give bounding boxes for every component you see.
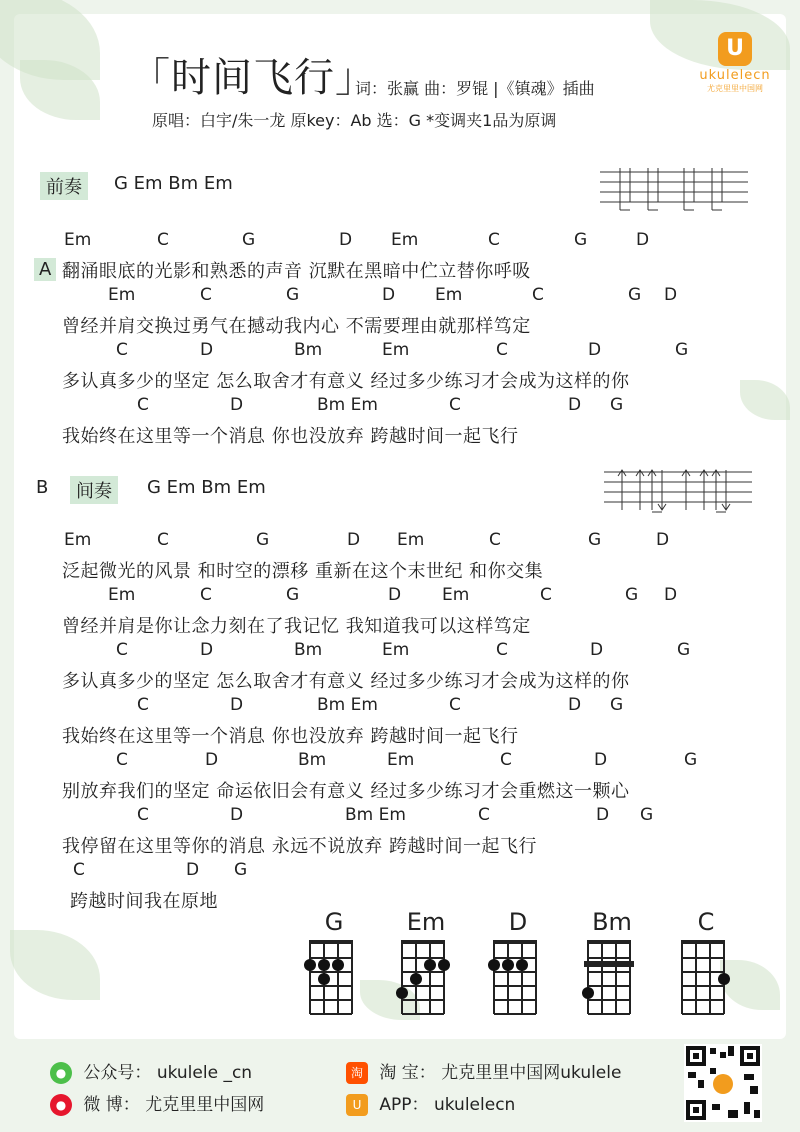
chord-label: G [286,285,300,305]
chord-diagram-name: D [508,908,528,936]
fretboard [582,936,642,1016]
original-info: 原唱：白宇/朱一龙 原key：Ab 选：G *变调夹1品为原调 [152,111,557,130]
prelude-tag: 前奏 [40,172,88,200]
wechat-icon: ● [50,1062,72,1084]
chord-label: Em [435,285,463,305]
finger-dot [318,959,330,971]
taobao-info [346,1058,621,1084]
chord-diagram-em [396,908,456,1020]
chord-label: D [656,530,670,550]
lyric-line: 我始终在这里等一个消息 你也没放弃 跨越时间一起飞行 [62,426,519,447]
weibo-value: 尤克里里中国网 [145,1095,265,1115]
chord-label: G [574,230,588,250]
section-b-tag: B [36,477,49,498]
fretboard [676,936,736,1016]
chord-label: G [684,750,698,770]
chord-label: Em [391,230,419,250]
lyric-line: 多认真多少的坚定 怎么取舍才有意义 经过多少练习才会成为这样的你 [62,371,630,392]
app-info [346,1090,515,1116]
app-value: ukulelecn [433,1095,516,1115]
chord-label: G [677,640,691,660]
chord-diagram-g [304,908,364,1020]
finger-dot [718,973,730,985]
chord-label: G [610,695,624,715]
taobao-value: 尤克里里中国网ukulele [441,1063,622,1083]
chord-label: D [636,230,650,250]
chord-label: D [664,585,678,605]
chord-label: C [449,695,461,715]
chord-label: D [200,640,214,660]
chord-label: G [242,230,256,250]
chord-label: C [200,285,212,305]
ukulele-icon: U [718,32,752,66]
chord-label: G [588,530,602,550]
finger-dot [438,959,450,971]
chord-label: D [186,860,200,880]
finger-dot [304,959,316,971]
chord-label: C [137,805,149,825]
lyric-line: 我停留在这里等你的消息 永远不说放弃 跨越时间一起飞行 [62,836,537,857]
chord-diagram-name: Em [406,908,446,936]
chord-diagram-name: Bm [592,908,632,936]
chord-label: Em [64,530,92,550]
chord-label: C [478,805,490,825]
chord-diagram-name: G [324,908,344,936]
strum-pattern-interlude [602,466,752,516]
finger-dot [318,973,330,985]
chord-label: Em [397,530,425,550]
finger-dot [502,959,514,971]
chord-label: C [449,395,461,415]
chord-label: C [157,530,169,550]
chord-label: C [496,340,508,360]
wechat-label: 公众号： [83,1063,152,1083]
chord-label: C [137,395,149,415]
finger-dot [516,959,528,971]
chord-label: G [286,585,300,605]
lyric-line: 曾经并肩是你让念力刻在了我记忆 我知道我可以这样笃定 [62,616,531,637]
lyric-line: 曾经并肩交换过勇气在撼动我内心 不需要理由就那样笃定 [62,316,531,337]
chord-label: D [590,640,604,660]
interlude-chords: G Em Bm Em [147,477,266,498]
chord-label: D [382,285,396,305]
chord-diagram-d [488,908,548,1020]
chord-diagram-bm [582,908,642,1020]
lyric-line: 多认真多少的坚定 怎么取舍才有意义 经过多少练习才会成为这样的你 [62,671,630,692]
chord-label: D [588,340,602,360]
chord-label: D [347,530,361,550]
chord-label: Bm Em [345,805,406,825]
chord-label: D [200,340,214,360]
chord-label: Bm [294,340,323,360]
chord-label: C [157,230,169,250]
finger-dot [332,959,344,971]
weibo-label: 微 博： [83,1095,140,1115]
chord-label: G [628,285,642,305]
strum-pattern-prelude [598,166,748,214]
chord-label: D [568,695,582,715]
chord-label: C [488,230,500,250]
chord-label: Em [108,585,136,605]
chord-label: Bm [298,750,327,770]
chord-label: G [610,395,624,415]
logo-name: ukulelecn [699,68,771,83]
chord-label: D [594,750,608,770]
chord-label: D [664,285,678,305]
chord-label: Em [442,585,470,605]
fretboard [488,936,548,1016]
chord-label: D [230,805,244,825]
chord-diagram-c [676,908,736,1020]
weibo-info [50,1090,264,1116]
chord-label: D [230,695,244,715]
lyric-line: 泛起微光的风景 和时空的漂移 重新在这个末世纪 和你交集 [62,561,544,582]
chord-label: Bm Em [317,695,378,715]
brand-logo [690,32,780,94]
chord-label: D [568,395,582,415]
chord-label: Em [382,340,410,360]
finger-dot [424,959,436,971]
chord-label: C [532,285,544,305]
chord-label: C [137,695,149,715]
chord-label: C [496,640,508,660]
taobao-label: 淘 宝： [379,1063,436,1083]
song-title: 「时间飞行」 [130,55,376,101]
wechat-value: ukulele _cn [156,1063,253,1083]
chord-label: G [675,340,689,360]
chord-label: C [489,530,501,550]
finger-dot [488,959,500,971]
weibo-icon: ● [50,1094,72,1116]
taobao-icon: 淘 [346,1062,368,1084]
lyric-line: 跨越时间我在原地 [70,891,218,912]
chord-label: C [200,585,212,605]
app-label: APP： [379,1095,429,1115]
chord-label: D [339,230,353,250]
chord-label: C [116,340,128,360]
chord-label: Bm Em [317,395,378,415]
chord-label: C [116,640,128,660]
app-icon: U [346,1094,368,1116]
fretboard [304,936,364,1016]
lyric-line: 翻涌眼底的光影和熟悉的声音 沉默在黑暗中伫立替你呼吸 [62,261,531,282]
wechat-info [50,1058,252,1084]
chord-label: G [256,530,270,550]
qr-code [684,1044,762,1122]
chord-label: Bm [294,640,323,660]
chord-label: D [388,585,402,605]
chord-diagram-name: C [697,908,715,936]
chord-label: D [230,395,244,415]
credits: 词：张赢 曲：罗锟 |《镇魂》插曲 [355,79,595,98]
chord-label: Em [64,230,92,250]
chord-label: G [625,585,639,605]
chord-label: C [116,750,128,770]
chord-label: Em [387,750,415,770]
chord-label: D [205,750,219,770]
fretboard [396,936,456,1016]
chord-label: Em [382,640,410,660]
lyric-line: 我始终在这里等一个消息 你也没放弃 跨越时间一起飞行 [62,726,519,747]
chord-label: Em [108,285,136,305]
chord-label: D [596,805,610,825]
chord-label: C [500,750,512,770]
chord-label: G [640,805,654,825]
lyric-line: 别放弃我们的坚定 命运依旧会有意义 经过多少练习才会重燃这一颗心 [62,781,630,802]
finger-dot [396,987,408,999]
section-a-tag: A [34,258,56,281]
finger-dot [582,987,594,999]
prelude-chords: G Em Bm Em [114,173,233,194]
chord-label: G [234,860,248,880]
chord-label: C [73,860,85,880]
finger-dot [410,973,422,985]
barre [584,961,634,967]
logo-subtitle: 尤克里里中国网 [707,84,763,93]
chord-label: C [540,585,552,605]
interlude-tag: 间奏 [70,476,118,504]
